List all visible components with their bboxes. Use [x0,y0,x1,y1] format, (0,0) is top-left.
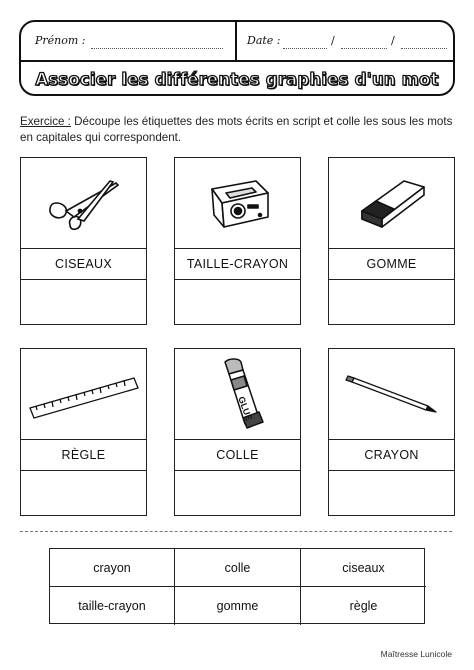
label-cell[interactable]: gomme [175,587,301,625]
prenom-label: Prénom : [35,34,86,47]
worksheet-header [19,20,455,96]
exercise-text: Découpe les étiquettes des mots écrits en script et colle les sous les mots en capitales qui correspondent. [20,115,453,144]
card-image [175,158,300,248]
card-word: RÈGLE [21,439,146,471]
card-crayon [328,348,455,516]
card-word: CRAYON [329,439,454,471]
title-band [21,62,453,96]
card-word: GOMME [329,248,454,280]
header-divider [235,22,237,62]
label-cell[interactable]: taille-crayon [50,587,175,625]
scissors-icon [44,173,124,233]
date-separator-2: / [391,34,395,47]
card-regle [20,348,147,516]
card-image [21,158,146,248]
worksheet-title: Associer les différentes graphies d'un mot [35,69,439,89]
labels-table [49,548,425,624]
label-cell[interactable]: crayon [50,549,175,587]
card-word: TAILLE-CRAYON [175,248,300,280]
card-image [329,349,454,439]
card-gomme [328,157,455,325]
card-word: CISEAUX [21,248,146,280]
label-cell[interactable]: ciseaux [301,549,426,587]
eraser-icon [350,171,434,235]
card-taille-crayon [174,157,301,325]
ruler-icon [26,366,142,422]
card-word: COLLE [175,439,300,471]
card-image [175,349,300,439]
label-cell[interactable]: règle [349,599,378,613]
pencil-icon [344,372,440,416]
exercise-label: Exercice : [20,115,71,128]
date-day-field[interactable] [283,48,327,49]
date-separator-1: / [331,34,335,47]
label-cell[interactable]: colle [175,549,301,587]
exercise-instruction [20,114,460,146]
date-year-field[interactable] [401,48,447,49]
card-image [329,158,454,248]
glue-stick-icon [203,356,273,432]
date-label: Date : [247,34,281,47]
card-colle [174,348,301,516]
card-ciseaux [20,157,147,325]
date-month-field[interactable] [341,48,387,49]
glue-stick-label: GLUE [235,395,254,423]
prenom-field[interactable] [91,48,223,49]
card-image [21,349,146,439]
credit-text: Maîtresse Lunicole [380,649,452,659]
cut-line [20,531,452,532]
pencil-sharpener-icon [198,171,278,235]
